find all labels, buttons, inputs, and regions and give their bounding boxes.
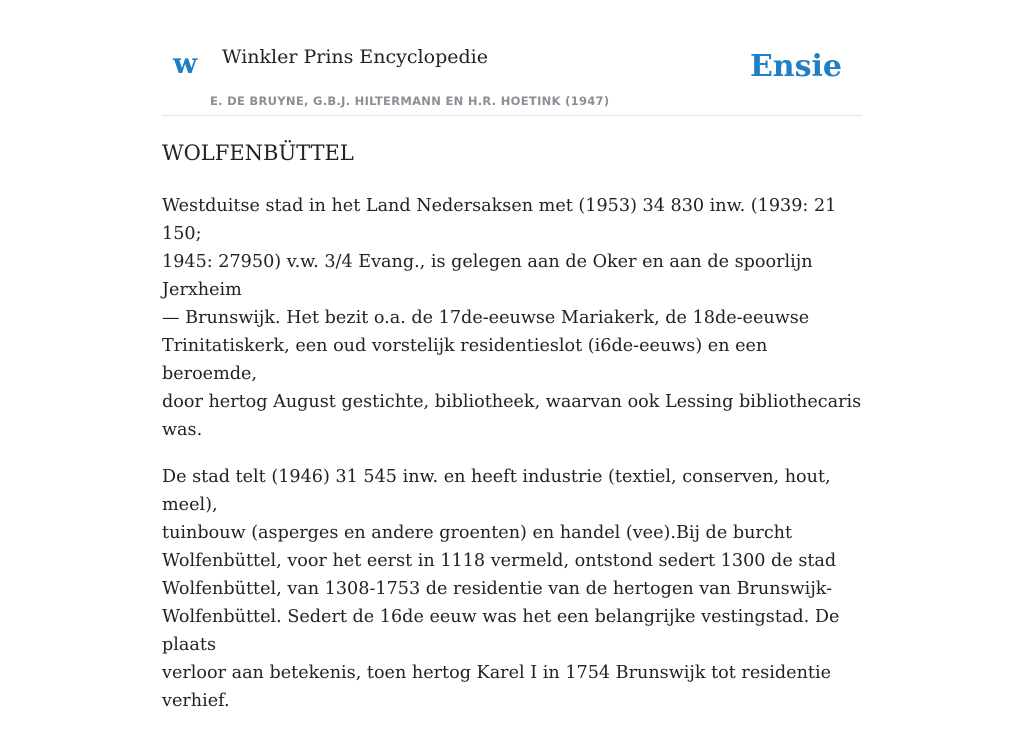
article-body (162, 192, 862, 734)
article-paragraph: Westduitse stad in het Land Nedersaksen met (1953) 34 830 inw. (1939: 21 150; 1945: 27950) v.w. 3/4 Evang., is gelegen aan de Oker en aan de spoorlijn Jerxheim — Brunswijk. Het bezit o.a. de 17de-eeuwse Mariakerk, de 18de-eeuwse Trinitatiskerk, een oud vorstelijk residentieslot (i6de-eeuws) en een beroemde, door hertog August gestichte, bibliotheek, waarvan ook Lessing bibliothecaris was. (162, 196, 862, 440)
page-container (162, 0, 862, 711)
source-title-link[interactable]: Winkler Prins Encyclopedie (222, 46, 488, 68)
source-authors: E. DE BRUYNE, G.B.J. HILTERMANN EN H.R. HOETINK (1947) (210, 94, 610, 108)
article-title: WOLFENBÜTTEL (162, 141, 354, 165)
source-header (162, 0, 862, 116)
ensie-logo-link[interactable]: Ensie (749, 49, 842, 84)
source-logo-icon[interactable]: w (173, 47, 198, 80)
article-paragraph: De stad telt (1946) 31 545 inw. en heeft industrie (textiel, conserven, hout, meel), tuinbouw (asperges en andere groenten) en handel (vee).Bij de burcht Wolfenbüttel, voor het eerst in 1118 vermeld, ontstond sedert 1300 de stad Wolfenbüttel, van 1308-1753 de residentie van de hertogen van Brunswijk- Wolfenbüttel. Sedert de 16de eeuw was het een belangrijke vestingstad. De plaats verloor aan betekenis, toen hertog Karel I in 1754 Brunswijk tot residentie verhief. (162, 467, 840, 711)
